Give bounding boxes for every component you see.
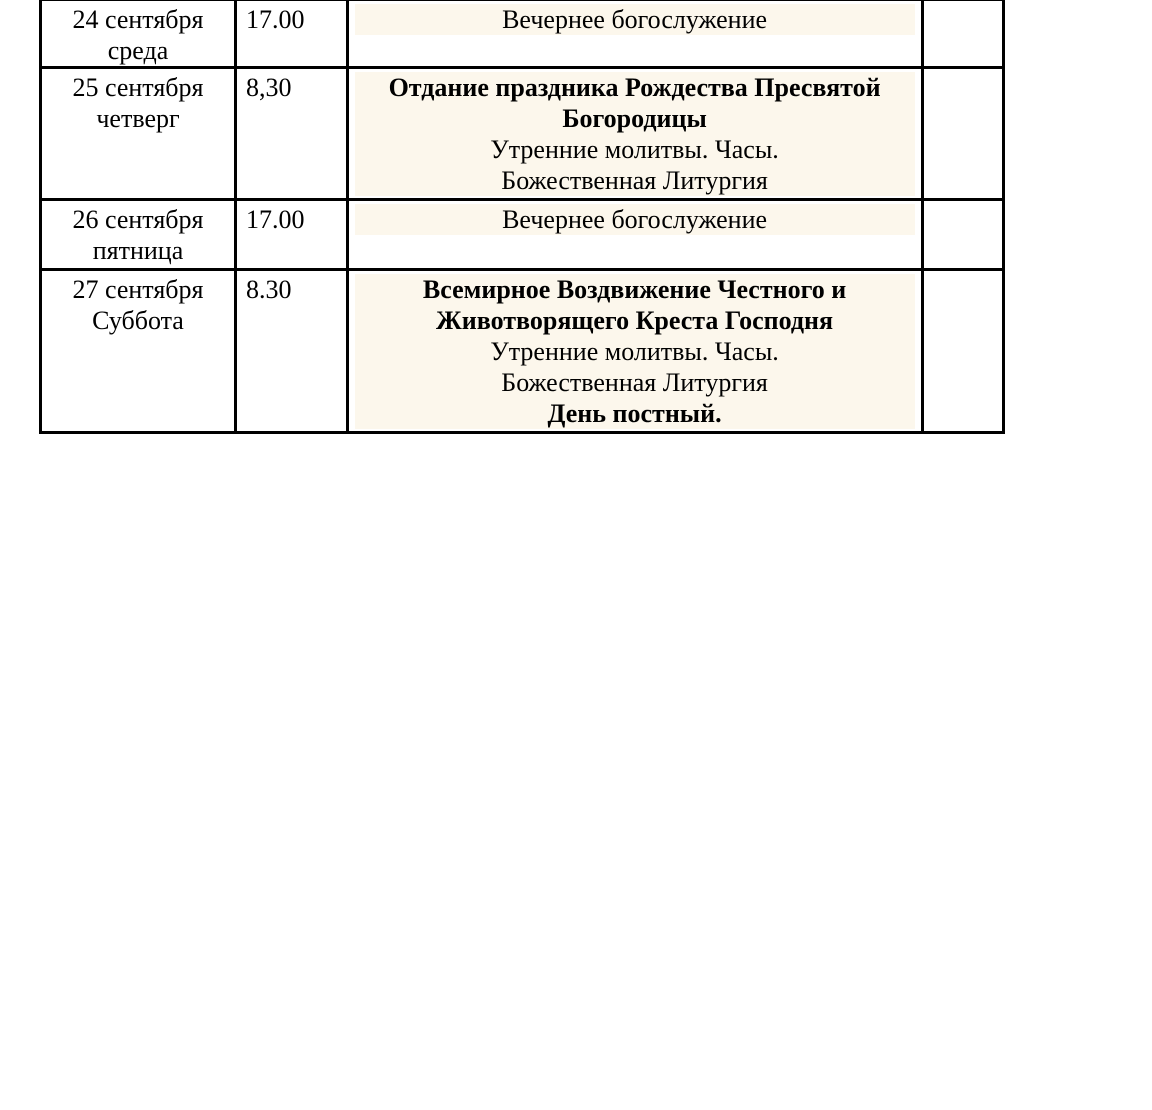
time-cell [236,0,348,68]
fasting-day-line: День постный. [547,399,722,428]
service-line: Божественная Литургия [501,368,768,397]
note-cell [922,270,1003,433]
date-text: 26 сентября [72,205,204,234]
service-cell [347,68,922,200]
date-text: 25 сентября [72,73,204,102]
feast-title-line: Всемирное Воздвижение Честного и [422,275,847,304]
note-cell [922,68,1003,200]
service-cell [347,200,922,270]
time-text: 17.00 [246,205,305,234]
schedule-row [41,68,1004,200]
time-cell [236,200,348,270]
service-line: Вечернее богослужение [502,205,768,234]
date-text: 27 сентября [72,275,204,304]
date-cell [41,270,236,433]
date-cell [41,68,236,200]
schedule-row [41,200,1004,270]
service-schedule-table [39,0,1005,434]
time-text: 8,30 [246,73,292,102]
date-cell [41,200,236,270]
weekday-text: четверг [96,104,180,133]
date-cell [41,0,236,68]
service-line: Утренние молитвы. Часы. [490,337,779,366]
date-text: 24 сентября [72,5,204,34]
service-cell [347,0,922,68]
feast-title-line: Богородицы [562,104,707,133]
note-cell [922,0,1003,68]
weekday-text: пятница [92,236,184,265]
service-line: Утренние молитвы. Часы. [490,135,779,164]
feast-title-line: Животворящего Креста Господня [436,306,834,335]
time-text: 8.30 [246,275,292,304]
feast-title-line: Отдание праздника Рождества Пресвятой [388,73,881,102]
schedule-row [41,0,1004,68]
schedule-row [41,270,1004,433]
service-line: Вечернее богослужение [502,5,768,34]
service-cell [347,270,922,433]
weekday-text: Суббота [92,306,184,335]
weekday-text: среда [107,36,169,65]
note-cell [922,200,1003,270]
time-cell [236,68,348,200]
time-text: 17.00 [246,5,305,34]
time-cell [236,270,348,433]
service-line: Божественная Литургия [501,166,768,195]
